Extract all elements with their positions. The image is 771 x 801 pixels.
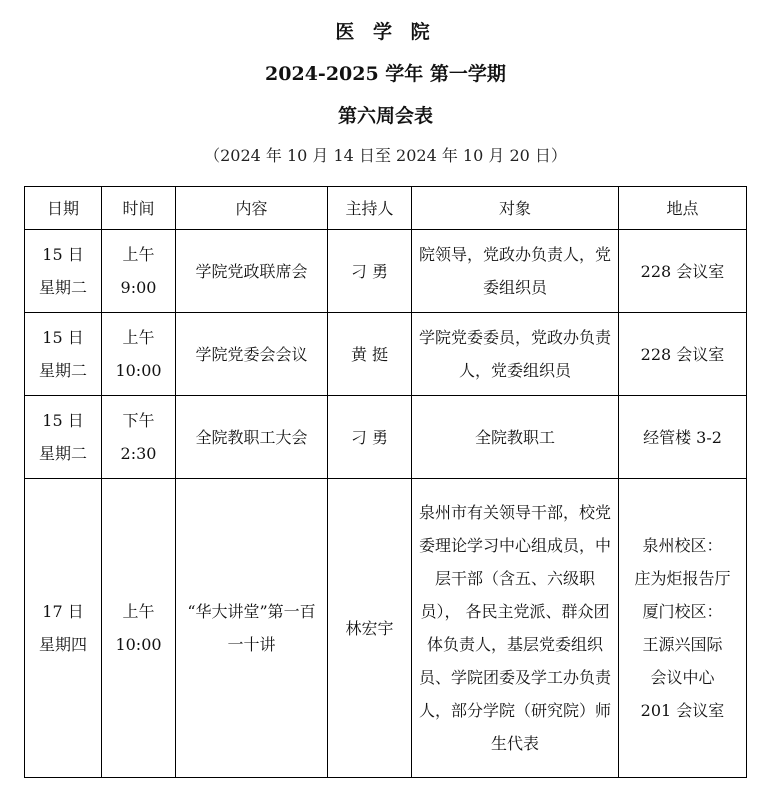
time-clock: 9:00 bbox=[120, 278, 157, 297]
date-weekday: 星期二 bbox=[38, 278, 87, 297]
date-range: （2024 年 10 月 14 日至 2024 年 10 月 20 日） bbox=[204, 146, 567, 165]
audience-cell: 全院教职工 bbox=[412, 396, 619, 479]
date-cell bbox=[25, 479, 102, 778]
academic-term: 2024-2025 学年 第一学期 bbox=[265, 63, 506, 85]
audience-cell: 院领导，党政办负责人，党委组织员 bbox=[412, 230, 619, 313]
location-line: 庄为炬报告厅 bbox=[634, 569, 731, 588]
host-cell: 林宏宇 bbox=[328, 479, 412, 778]
location-line: 厦门校区： bbox=[642, 602, 723, 621]
time-cell bbox=[102, 313, 176, 396]
date-weekday: 星期二 bbox=[38, 444, 87, 463]
table-row bbox=[25, 479, 747, 778]
column-header-host: 主持人 bbox=[328, 187, 412, 230]
location-line: 201 会议室 bbox=[640, 701, 725, 720]
time-clock: 2:30 bbox=[120, 444, 157, 463]
date-cell bbox=[25, 230, 102, 313]
time-period: 上午 bbox=[122, 602, 155, 621]
time-period: 下午 bbox=[122, 411, 155, 430]
location-line: 泉州校区： bbox=[642, 536, 723, 555]
location-line: 228 会议室 bbox=[640, 344, 725, 364]
location-line: 经管楼 3-2 bbox=[643, 427, 722, 447]
date-day: 15 日 bbox=[42, 245, 84, 264]
table-row bbox=[25, 396, 747, 479]
location-cell bbox=[619, 479, 747, 778]
column-header-content: 内容 bbox=[176, 187, 328, 230]
time-cell bbox=[102, 479, 176, 778]
location-line: 228 会议室 bbox=[640, 261, 725, 281]
time-clock: 10:00 bbox=[115, 635, 162, 654]
time-cell bbox=[102, 230, 176, 313]
location-cell bbox=[619, 313, 747, 396]
host-cell: 黄 挺 bbox=[328, 313, 412, 396]
school-name: 医 学 院 bbox=[335, 21, 436, 43]
column-header-location: 地点 bbox=[619, 187, 747, 230]
table-header-row bbox=[25, 187, 747, 230]
date-weekday: 星期二 bbox=[38, 361, 87, 380]
date-weekday: 星期四 bbox=[38, 635, 87, 654]
date-cell bbox=[25, 313, 102, 396]
content-cell: 学院党政联席会 bbox=[176, 230, 328, 313]
content-cell: 学院党委会会议 bbox=[176, 313, 328, 396]
host-cell: 刁 勇 bbox=[328, 230, 412, 313]
column-header-audience: 对象 bbox=[412, 187, 619, 230]
location-cell bbox=[619, 396, 747, 479]
date-day: 15 日 bbox=[42, 328, 84, 347]
meeting-schedule-table bbox=[24, 186, 747, 778]
time-clock: 10:00 bbox=[115, 361, 162, 380]
column-header-time: 时间 bbox=[102, 187, 176, 230]
page-title: 第六周会表 bbox=[337, 105, 433, 127]
host-cell: 刁 勇 bbox=[328, 396, 412, 479]
audience-cell: 泉州市有关领导干部，校党委理论学习中心组成员，中层干部（含五、六级职员）， 各民主党派、群众团体负责人，基层党委组织员、学院团委及学工办负责人，部分学院（研究院）师生代表 bbox=[412, 479, 619, 778]
location-line: 王源兴国际 bbox=[642, 635, 723, 654]
date-day: 15 日 bbox=[42, 411, 84, 430]
table-row bbox=[25, 230, 747, 313]
time-period: 上午 bbox=[122, 328, 155, 347]
location-line: 会议中心 bbox=[650, 668, 715, 687]
date-day: 17 日 bbox=[42, 602, 84, 621]
column-header-date: 日期 bbox=[25, 187, 102, 230]
content-cell: “华大讲堂”第一百一十讲 bbox=[176, 479, 328, 778]
location-cell bbox=[619, 230, 747, 313]
table-row bbox=[25, 313, 747, 396]
audience-cell: 学院党委委员，党政办负责人，党委组织员 bbox=[412, 313, 619, 396]
content-cell: 全院教职工大会 bbox=[176, 396, 328, 479]
date-cell bbox=[25, 396, 102, 479]
time-cell bbox=[102, 396, 176, 479]
time-period: 上午 bbox=[122, 245, 155, 264]
